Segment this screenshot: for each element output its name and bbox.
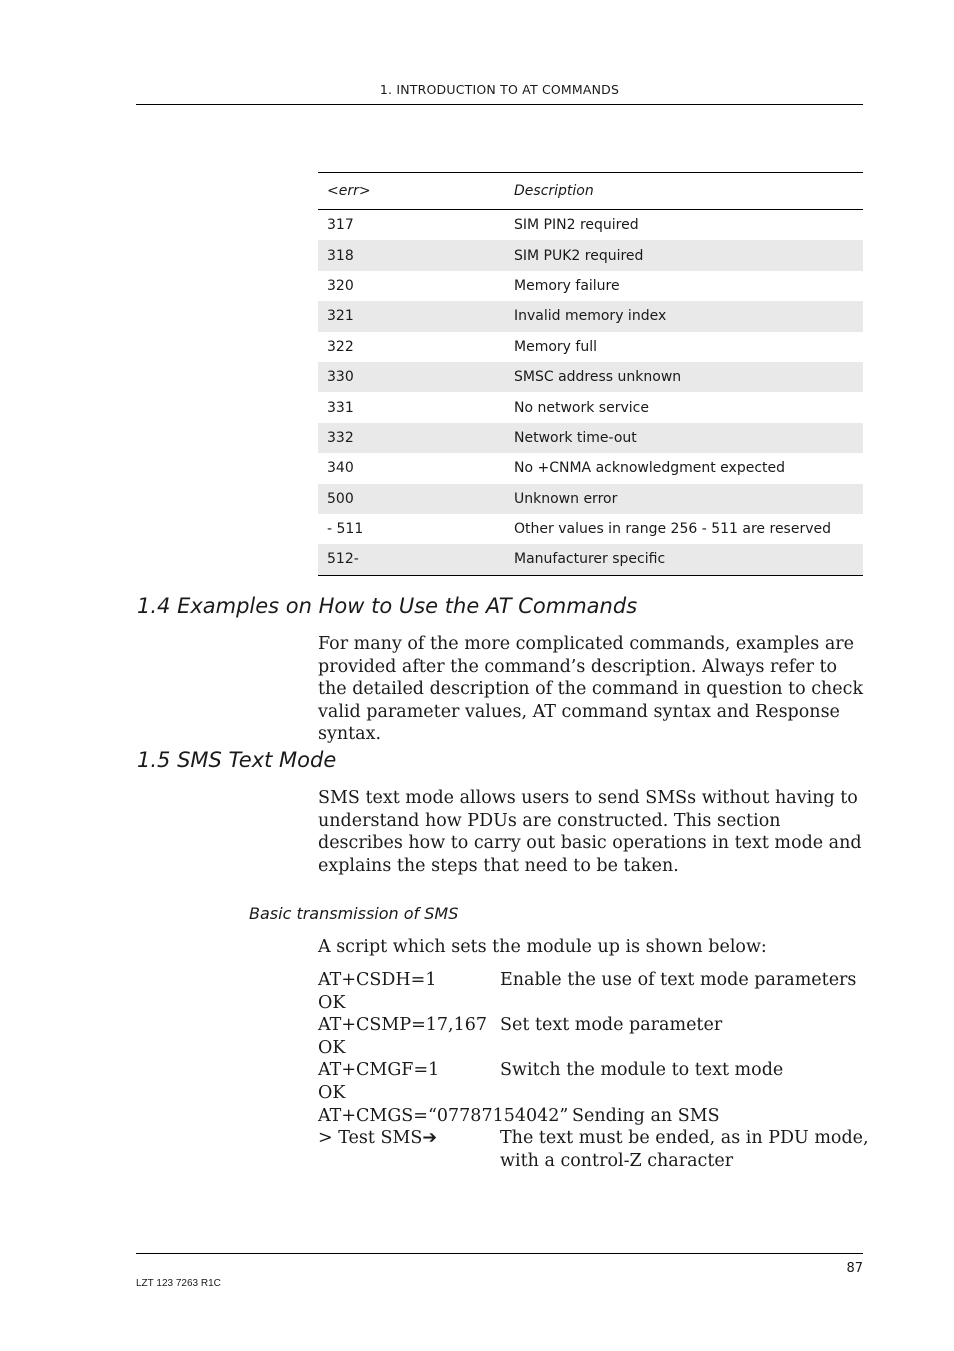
table-row [318, 240, 863, 270]
script-command: AT+CSDH=1 [318, 970, 437, 990]
error-description: SIM PIN2 required [514, 217, 639, 234]
at-command-script [318, 969, 878, 1172]
table-row [318, 332, 863, 362]
error-code: 322 [327, 338, 354, 355]
error-code-table [318, 172, 863, 576]
script-line [318, 1082, 878, 1105]
table-row [318, 423, 863, 453]
script-line [318, 1127, 878, 1172]
script-line [318, 992, 878, 1015]
error-description: Manufacturer specific [505, 544, 863, 575]
error-description: Unknown error [505, 484, 863, 514]
error-code: 331 [327, 399, 354, 416]
column-header-description: Description [505, 173, 863, 210]
section-heading-1-4: 1.4 Examples on How to Use the AT Commands [137, 594, 638, 618]
subheading-basic-transmission: Basic transmission of SMS [249, 904, 459, 923]
script-line [318, 1014, 878, 1037]
error-code: 318 [318, 240, 505, 270]
section-1-5-body: SMS text mode allows users to send SMSs without having to understand how PDUs are constructed. This section describes how to carry out basic operations in text mode and explains the steps that need to be taken. [318, 788, 862, 876]
table-row [318, 210, 863, 241]
script-line [318, 1059, 878, 1082]
error-description: SMSC address unknown [505, 362, 863, 392]
script-description: Switch the module to text mode [500, 1060, 784, 1081]
table-row [318, 484, 863, 514]
script-command: OK [318, 1082, 346, 1103]
script-description [500, 1082, 878, 1105]
script-line [318, 1105, 878, 1128]
table-row [318, 301, 863, 331]
script-command: AT+CSMP=17,167 [318, 1015, 487, 1036]
table-row [318, 362, 863, 392]
script-description: Enable the use of text mode parameters [500, 970, 857, 990]
error-code: - 511 [327, 521, 364, 538]
page-number: 87 [846, 1261, 863, 1276]
error-code: 512- [318, 544, 505, 575]
script-command: OK [318, 992, 346, 1013]
error-code: 321 [318, 301, 505, 331]
error-description: Memory failure [514, 277, 620, 294]
error-description: Invalid memory index [505, 301, 863, 331]
script-description [500, 1037, 878, 1060]
error-description: Other values in range 256 - 511 are reserved [514, 521, 832, 538]
table-row [318, 514, 863, 544]
script-description: Sending an SMS [572, 1105, 720, 1126]
column-header-err: <err> [318, 173, 505, 210]
script-description [500, 992, 878, 1015]
error-code: 340 [327, 460, 354, 477]
error-code: 500 [318, 484, 505, 514]
error-description: SIM PUK2 required [505, 240, 863, 270]
script-command: AT+CMGF=1 [318, 1060, 440, 1081]
error-description: Memory full [514, 338, 597, 355]
section-heading-1-5: 1.5 SMS Text Mode [137, 748, 337, 772]
error-description: Network time-out [505, 423, 863, 453]
error-code: 332 [318, 423, 505, 453]
error-code: 330 [318, 362, 505, 392]
script-command: AT+CMGS=“07787154042” [318, 1105, 569, 1126]
error-description: No +CNMA acknowledgment expected [514, 460, 786, 477]
table-row [318, 271, 863, 301]
script-description: The text must be ended, as in PDU mode, with a control-Z character [500, 1128, 869, 1171]
document-id: LZT 123 7263 R1C [136, 1278, 221, 1289]
script-description: Set text mode parameter [500, 1015, 723, 1036]
footer-rule [136, 1253, 863, 1254]
table-header-row [318, 173, 863, 210]
script-command: > Test SMS➔ [318, 1128, 438, 1149]
script-line [318, 1037, 878, 1060]
script-line [318, 969, 878, 992]
script-command: OK [318, 1037, 346, 1058]
section-1-4-body: For many of the more complicated commands, examples are provided after the command’s description. Always refer to the detailed description of the command in question to check valid parameter values, AT command syntax and Response syntax. [318, 634, 864, 745]
running-header: 1. INTRODUCTION TO AT COMMANDS [136, 82, 863, 105]
script-intro: A script which sets the module up is shown below: [318, 937, 767, 957]
error-description: No network service [514, 399, 649, 416]
error-code: 317 [327, 217, 354, 234]
table-row [318, 544, 863, 575]
table-row [318, 453, 863, 483]
error-code: 320 [327, 277, 354, 294]
table-row [318, 392, 863, 422]
